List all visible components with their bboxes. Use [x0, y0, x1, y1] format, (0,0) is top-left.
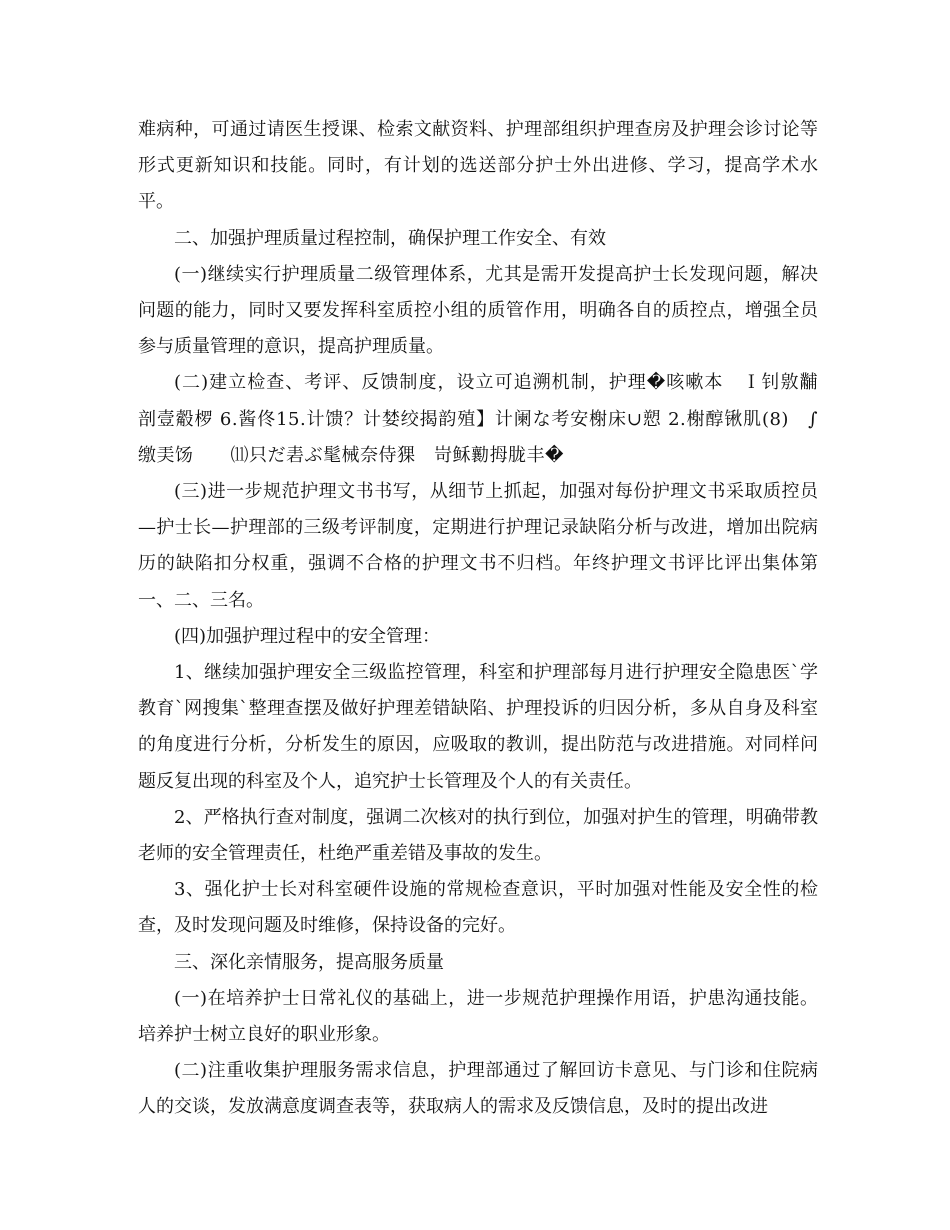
paragraph-2-4: (四)加强护理过程中的安全管理： — [174, 625, 441, 647]
paragraph-continuation: 难病种，可通过请医生授课、检索文献资料、护理部组织护理查房及护理会诊讨论等形式更新知识和技能。同时，有计划的选送部分护士外出进修、学习，提高学术水平。 — [138, 119, 818, 213]
paragraph-2-2: (二)建立检查、考评、反馈制度，设立可追溯机制，护理�咳嗽本 Ｉ钊敫黼剖壹觳椤 6.酱佟15.计馈？计婪绞揭韵殖】计阑な考安榭床∪愬 2.榭醇锹肌(8) ∫缴㺯饧 ⑾只だ砉ぶ髦械奈侍猓 岢稣勷拇胧丰� — [138, 372, 818, 466]
paragraph-2-4-item-2: 2、严格执行查对制度，强调二次核对的执行到位，加强对护生的管理，明确带教老师的安全管理责任，杜绝严重差错及事故的发生。 — [138, 806, 818, 865]
document-body — [138, 112, 818, 1126]
paragraph-2-4-item-1: 1、继续加强护理安全三级监控管理，科室和护理部每月进行护理安全隐患医`学教育`网搜集`整理查摆及做好护理差错缺陷、护理投诉的归因分析，多从自身及科室的角度进行分析，分析发生的原因，应吸取的教训，提出防范与改进措施。对同样问题反复出现的科室及个人，追究护士长管理及个人的有关责任。 — [138, 662, 818, 792]
section-heading-2: 二、加强护理质量过程控制，确保护理工作安全、有效 — [174, 227, 606, 249]
paragraph-3-2: (二)注重收集护理服务需求信息，护理部通过了解回访卡意见、与门诊和住院病人的交谈，发放满意度调查表等，获取病人的需求及反馈信息，及时的提出改进 — [138, 1060, 818, 1118]
paragraph-2-3: (三)进一步规范护理文书书写，从细节上抓起，加强对每份护理文书采取质控员—护士长—护理部的三级考评制度，定期进行护理记录缺陷分析与改进，增加出院病历的缺陷扣分权重，强调不合格的护理文书不归档。年终护理文书评比评出集体第一、二、三名。 — [138, 481, 818, 611]
paragraph-2-1: (一)继续实行护理质量二级管理体系，尤其是需开发提高护士长发现问题，解决问题的能力，同时又要发挥科室质控小组的质管作用，明确各自的质控点，增强全员参与质量管理的意识，提高护理质量。 — [138, 263, 818, 358]
section-heading-3: 三、深化亲情服务，提高服务质量 — [174, 951, 444, 973]
paragraph-3-1: (一)在培养护士日常礼仪的基础上，进一步规范护理操作用语，护患沟通技能。培养护士树立良好的职业形象。 — [138, 987, 818, 1046]
paragraph-2-4-item-3: 3、强化护士长对科室硬件设施的常规检查意识，平时加强对性能及安全性的检查，及时发现问题及时维修，保持设备的完好。 — [138, 879, 818, 937]
